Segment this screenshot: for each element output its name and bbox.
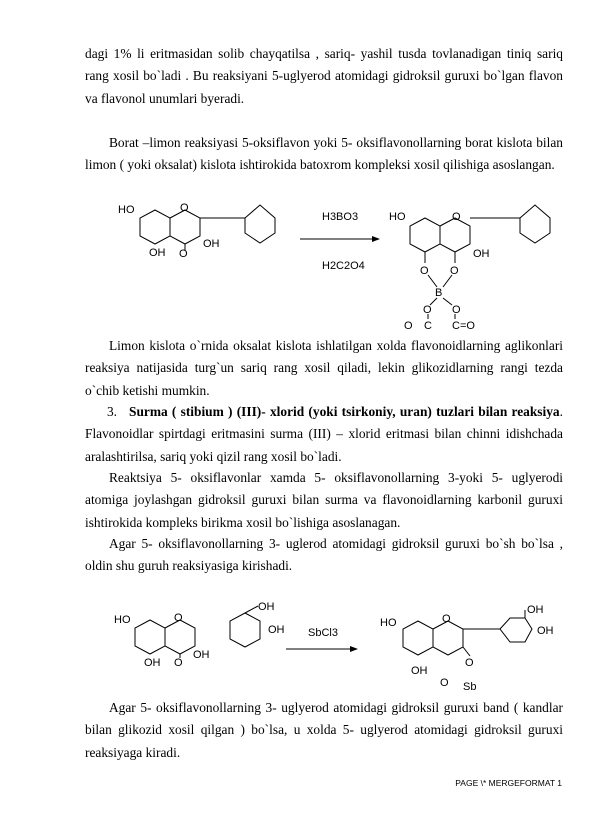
ring-b — [230, 613, 260, 647]
label-ho: HO — [114, 614, 131, 626]
label-cat-oh2: OH — [268, 624, 285, 636]
product-ring-a — [403, 621, 433, 655]
ring-b — [245, 205, 275, 243]
product-label-o2: O — [450, 265, 459, 277]
reagent-oxalic-acid: H2C2O4 — [322, 260, 365, 272]
product-label-ho: HO — [380, 617, 397, 629]
product-ring-b — [520, 205, 550, 243]
label-o-carbonyl: O — [174, 657, 183, 669]
ring-a — [140, 210, 170, 244]
ring-a — [135, 620, 165, 654]
label-oh-5: OH — [144, 657, 161, 669]
product-label-c1: C — [424, 320, 432, 332]
reagent-boric-acid: H3BO3 — [322, 211, 359, 223]
product-ring-c — [433, 621, 463, 655]
label-oh-5: OH — [149, 247, 166, 259]
paragraph-1: dagi 1% li eritmasidan solib chayqatilsa , sariq- yashil tusda tovlanadigan tiniq sariq rang xosil bo`ladi . Bu reaksiyani 5-uglyerod atomidagi gidroksil guruxi bo`lgan flavon va flavonol unumlari byeradi. — [85, 46, 563, 106]
reaction-scheme-borate — [0, 195, 592, 335]
product-label-oh: OH — [473, 248, 490, 260]
product-label-o5: O — [404, 320, 413, 332]
product-label-oh2: OH — [537, 625, 554, 637]
product-label-o1: O — [420, 265, 429, 277]
ring-c — [165, 620, 195, 654]
reaction-scheme-antimony — [0, 598, 592, 693]
list-number: 3. — [106, 404, 117, 419]
paragraph-3: Limon kislota o`rnida oksalat kislota ishlatilgan xolda flavonoidlarning aglikonlari reaksiya natijasida turg`un sariq rang xosil qiladi, lekin glikozidlarning rangi tezda o`chib ketishi mumkin. — [85, 338, 563, 398]
product-label-o2: O — [440, 677, 449, 689]
label-o-ring: O — [174, 612, 183, 624]
paragraph-2: Borat –limon reaksiyasi 5-oksiflavon yoki 5- oksiflavonollarning borat kislota bilan limon ( yoki oksalat) kislota ishtirokida batoxrom kompleksi xosil qilishiga asoslangan. — [85, 135, 563, 173]
label-oh-3: OH — [203, 238, 220, 250]
product-ring-a — [410, 218, 440, 252]
label-cat-oh1: OH — [258, 601, 275, 613]
product-ring-b — [500, 618, 532, 642]
paragraph-5: Reaktsiya 5- oksiflavonlar xamda 5- oksiflavonollarning 3-yoki 5- uglyerodi atomiga joylashgan gidroksil guruxi bilan surma va flavonoidlarning karbonil guruxi ishtirokida kompleks birikma xosil bo`lishiga asoslanagan. — [85, 470, 563, 530]
product-label-o3: O — [423, 304, 432, 316]
product-label-c2: C=O — [452, 320, 475, 332]
product-label-oh-bottom: OH — [411, 665, 428, 677]
label-o-ring: O — [180, 202, 189, 214]
paragraph-4 — [85, 401, 563, 468]
page-footer-field: PAGE \* MERGEFORMAT 1 — [455, 778, 562, 788]
section-heading: Surma ( stibium ) (III)- xlorid (yoki tsirkoniy, uran) tuzlari bilan reaksiya — [129, 404, 560, 419]
product-label-o1: O — [465, 657, 474, 669]
product-label-oh1: OH — [527, 604, 544, 616]
product-label-o4: O — [452, 304, 461, 316]
ring-c — [170, 210, 200, 244]
paragraph-7: Agar 5- oksiflavonollarning 3- uglyerod atomidagi gidroksil guruxi band ( kandlar bilan glikozid xosil qilgan ) bo`lsa, u xolda 5- uglyerod atomidagi gidroksil guruxi reaksiyaga kiradi. — [85, 700, 563, 760]
paragraph-4-text: . Flavonoidlar spirtdagi eritmasini surma (III) – xlorid eritmasi bilan chinni idishchada aralashtirilsa, sariq yoki qizil rang xosil bo`ladi. — [85, 404, 563, 464]
product-ring-c — [440, 218, 470, 252]
product-label-antimony: Sb — [463, 681, 477, 693]
product-label-o-ring: O — [442, 613, 451, 625]
label-ho: HO — [118, 204, 135, 216]
reagent-antimony-chloride: SbCl3 — [308, 627, 338, 639]
label-oh-3: OH — [193, 649, 210, 661]
label-o-carbonyl: O — [179, 248, 188, 260]
product-label-o-ring: O — [452, 211, 461, 223]
product-label-ho: HO — [389, 211, 406, 223]
product-label-boron: B — [435, 287, 443, 299]
paragraph-6: Agar 5- oksiflavonollarning 3- uglerod atomidagi gidroksil guruxi bo`sh bo`lsa , oldin shu guruh reaksiyasiga kirishadi. — [85, 536, 563, 574]
